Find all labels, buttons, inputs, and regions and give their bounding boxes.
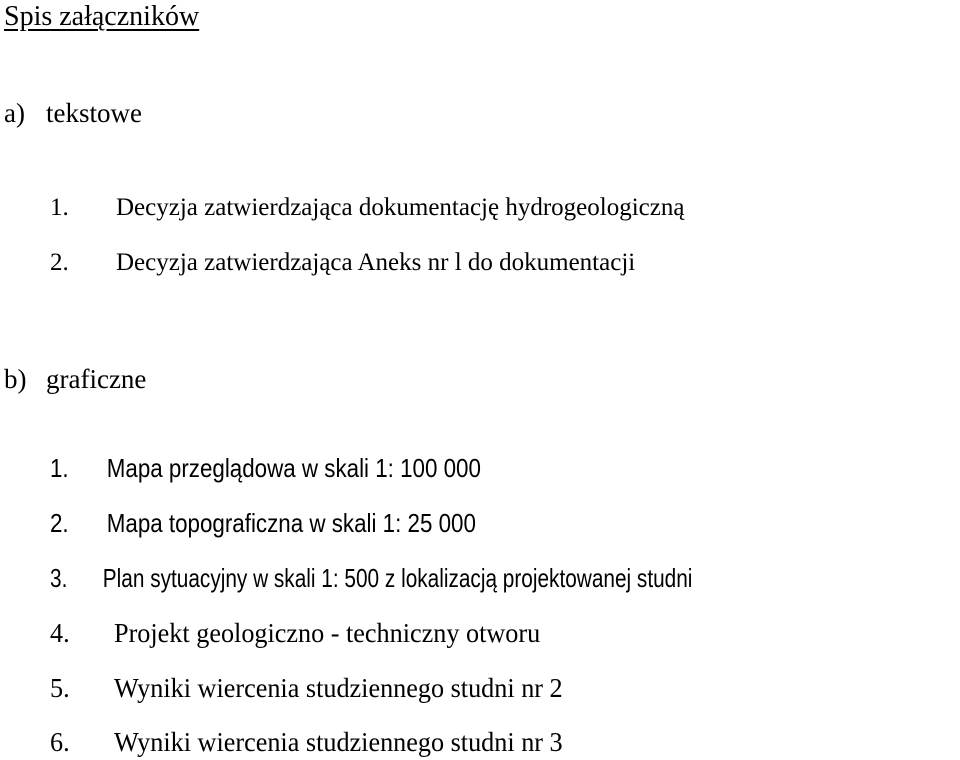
- list-item-number: 1.: [50, 194, 69, 221]
- list-item-text: Decyzja zatwierdzająca dokumentację hydrogeologiczną: [116, 194, 685, 221]
- list-item: [50, 727, 563, 757]
- list-item-number: 2.: [50, 508, 69, 538]
- list-item: [50, 673, 563, 703]
- section-textual-heading: [4, 97, 142, 129]
- section-label: tekstowe: [46, 98, 142, 128]
- section-label: graficzne: [46, 364, 147, 394]
- list-item: [50, 618, 540, 648]
- list-item-number: 1.: [50, 453, 69, 483]
- list-item-text: Mapa przeglądowa w skali 1: 100 000: [106, 453, 481, 483]
- list-item-text: Mapa topograficzna w skali 1: 25 000: [106, 508, 476, 538]
- list-item: [50, 193, 684, 223]
- section-marker: a): [4, 98, 25, 128]
- list-item-text: Wyniki wiercenia studziennego studni nr 2: [114, 673, 563, 703]
- list-item: [50, 248, 635, 278]
- list-item-text: Wyniki wiercenia studziennego studni nr 3: [114, 727, 563, 757]
- list-item-number: 6.: [50, 727, 70, 757]
- list-item: [50, 453, 481, 483]
- list-item-number: 3.: [50, 563, 68, 593]
- section-marker: b): [4, 364, 27, 394]
- list-item-text: Plan sytuacyjny w skali 1: 500 z lokalizacją projektowanej studni: [102, 563, 693, 593]
- list-item-number: 2.: [50, 249, 69, 276]
- list-item: [50, 508, 476, 538]
- list-item-text: Decyzja zatwierdzająca Aneks nr l do dokumentacji: [116, 249, 636, 276]
- list-item: [50, 563, 692, 593]
- document-title: Spis załączników: [4, 1, 200, 32]
- list-item-number: 4.: [50, 618, 70, 648]
- list-item-number: 5.: [50, 673, 70, 703]
- section-graphic-heading: [4, 363, 146, 395]
- list-item-text: Projekt geologiczno - techniczny otworu: [114, 618, 541, 648]
